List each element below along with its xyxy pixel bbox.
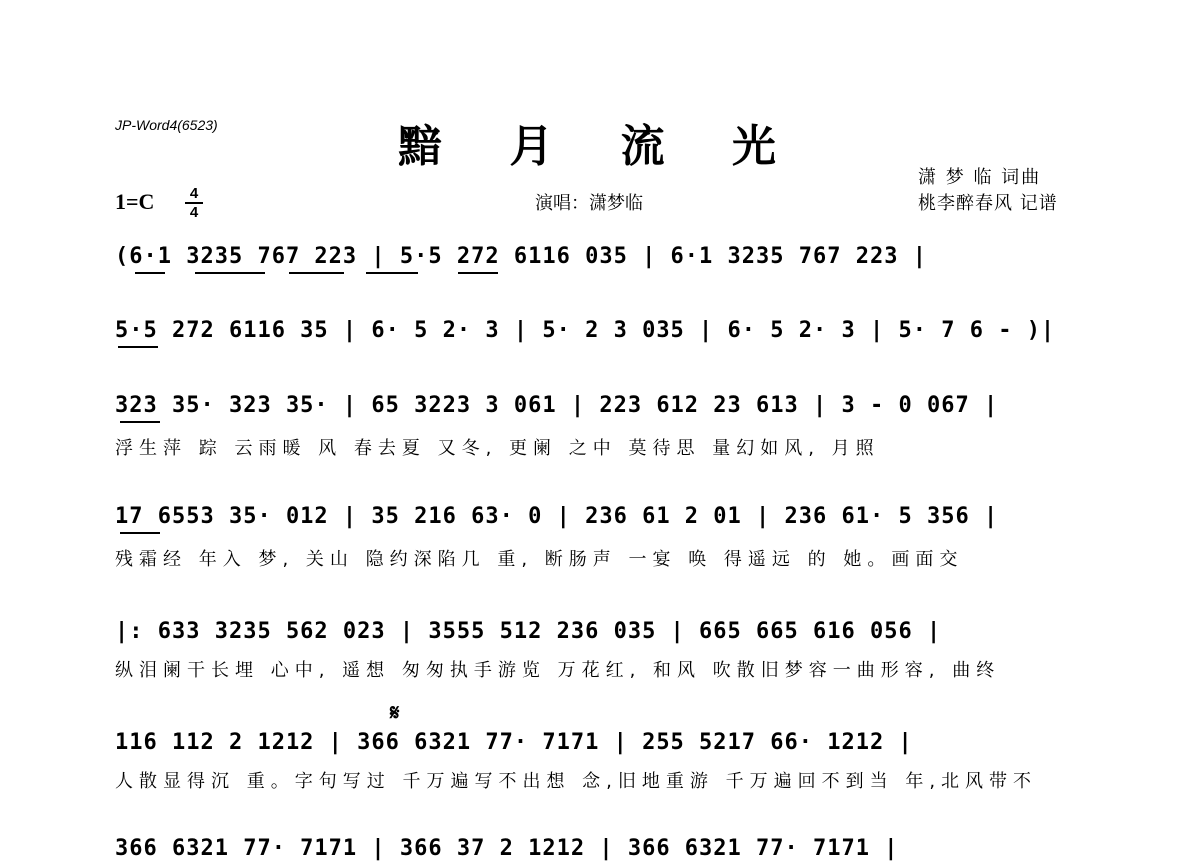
beam-line bbox=[120, 532, 160, 534]
segno-symbol: 𝄋 bbox=[390, 700, 400, 726]
notation-row-3: 323 35· 323 35· | 65 3223 3 061 | 223 612 23 613 | 3 - 0 067 | bbox=[115, 393, 999, 418]
composer-credit: 潇 梦 临 词曲 bbox=[918, 167, 1042, 188]
beam-line bbox=[195, 272, 265, 274]
beam-line bbox=[289, 272, 344, 274]
notation-row-1: (6·1 3235 767 223 | 5·5 272 6116 035 | 6·1 3235 767 223 | bbox=[115, 244, 927, 269]
lyrics-row-3: 浮生萍 踪 云雨暖 风 春去夏 又冬, 更阑 之中 莫待思 量幻如风, 月照 bbox=[115, 438, 880, 459]
lyrics-row-4: 残霜经 年入 梦, 关山 隐约深陷几 重, 断肠声 一宴 唤 得遥远 的 她。画面交 bbox=[115, 549, 964, 570]
song-title: 黯 月 流 光 bbox=[398, 121, 802, 172]
beam-line bbox=[135, 272, 165, 274]
time-signature-top: 4 bbox=[189, 185, 199, 202]
beam-line bbox=[458, 272, 498, 274]
arranger-credit: 桃李醉春风 记谱 bbox=[918, 193, 1058, 214]
key-signature: 1=C bbox=[115, 189, 155, 214]
time-signature bbox=[185, 186, 203, 220]
watermark-text: JP-Word4(6523) bbox=[115, 117, 218, 133]
notation-row-2: 5·5 272 6116 35 | 6· 5 2· 3 | 5· 2 3 035 | 6· 5 2· 3 | 5· 7 6 - )| bbox=[115, 318, 1056, 343]
notation-row-7: 366 6321 77· 7171 | 366 37 2 1212 | 366 6321 77· 7171 | bbox=[115, 836, 899, 861]
lyrics-row-5: 纵泪阑干长埋 心中, 遥想 匆匆执手游览 万花红, 和风 吹散旧梦容一曲形容, 曲终 bbox=[115, 660, 1001, 681]
singer-credit: 演唱：潇梦临 bbox=[535, 193, 643, 214]
notation-row-6: 116 112 2 1212 | 366 6321 77· 7171 | 255 5217 66· 1212 | bbox=[115, 730, 913, 755]
beam-line bbox=[120, 421, 160, 423]
time-signature-bottom: 4 bbox=[189, 204, 199, 221]
beam-line bbox=[366, 272, 418, 274]
beam-line bbox=[118, 346, 158, 348]
notation-row-4: 17 6553 35· 012 | 35 216 63· 0 | 236 61 2 01 | 236 61· 5 356 | bbox=[115, 504, 999, 529]
notation-row-5: |: 633 3235 562 023 | 3555 512 236 035 | 665 665 616 056 | bbox=[115, 619, 942, 644]
lyrics-row-6: 人散显得沉 重。字句写过 千万遍写不出想 念,旧地重游 千万遍回不到当 年,北风带不 bbox=[115, 771, 1038, 792]
